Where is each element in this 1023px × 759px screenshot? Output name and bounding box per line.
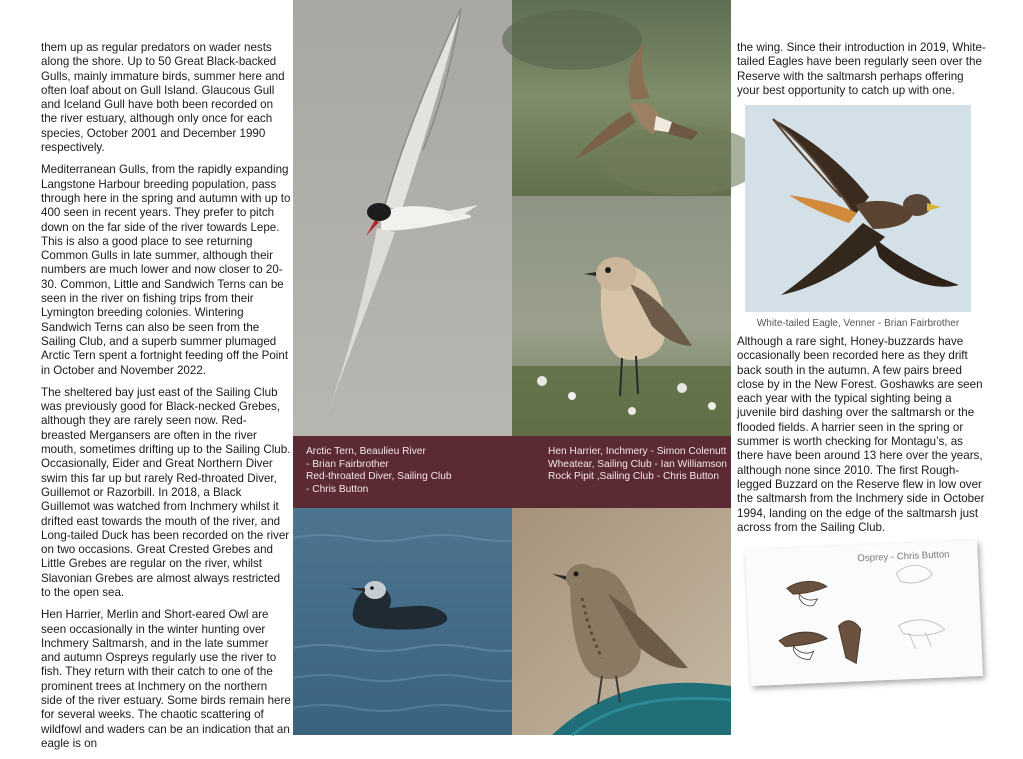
hen-harrier-photo bbox=[512, 0, 731, 196]
white-tailed-eagle-photo bbox=[745, 105, 971, 312]
rock-pipit-photo bbox=[512, 508, 731, 735]
osprey-sketch-card bbox=[745, 540, 983, 686]
caption-band bbox=[293, 436, 731, 508]
paragraph-gulls: them up as regular predators on wader nests along the shore. Up to 50 Great Black-backed Gulls, mainly immature birds, summer here and often loaf about on Gull Island. Glaucous Gull and Iceland Gull have both been recorded on the river estuary, although only once for each species, October 2001 and December 1990 respectively. bbox=[41, 41, 285, 155]
paragraph-honey-buzzards: Although a rare sight, Honey-buzzards have occasionally been recorded here as they drift back south in the autumn. A few pairs breed close by in the New Forest. Goshawks are seen each year with the typical sighting being a juvenile bird dashing over the saltmarsh or the flooded fields. A harrier seen in the spring or summer is worth checking for Montagu’s, as there have been around 13 here over the years, although none since 2010. The first Rough-legged Buzzard on the Reserve flew in low over the saltmarsh from the Inchmery side in October 1994, landing on the edge of the saltmarsh just across from the Sailing Club. bbox=[737, 335, 985, 534]
caption-line: Wheatear, Sailing Club - Ian Williamson bbox=[548, 458, 727, 470]
paragraph-grebes: The sheltered bay just east of the Sailing Club was previously good for Black-necked Grebes, although they are rarely seen now. Red-breasted Mergansers are often in the river mouth, sometimes drifting up to the Sailing Club. Occasionally, Eider and Great Northern Diver swim this far up but rarely Red-throated Diver, Guillemot or Razorbill. In 2018, a Black Guillemot was watched from Inchmery whilst it drifted east towards the mouth of the river, and Long-tailed Duck has been recorded on the river on two occasions. Great Crested Grebes and Little Grebes are regular on the river, whilst Slavonian Grebes are almost always restricted to the open sea. bbox=[41, 385, 291, 599]
paragraph-white-tailed-eagles: the wing. Since their introduction in 2019, White-tailed Eagles have been regularly seen over the Reserve with the saltmarsh perhaps offering your best opportunity to catch up with one. bbox=[737, 41, 986, 97]
caption-line: - Chris Button bbox=[306, 483, 369, 495]
paragraph-raptors: Hen Harrier, Merlin and Short-eared Owl are seen occasionally in the winter hunting over Inchmery Saltmarsh, and in the late summer and autumn Ospreys regularly use the river to fish. They return with their catch to one of the prominent trees at Inchmery on the northern side of the river estuary. Some birds remain here for several weeks. The chaotic scattering of wildfowl and waders can be an indication that an eagle is on bbox=[41, 608, 291, 750]
right-text-column-top bbox=[737, 41, 987, 106]
osprey-caption: Osprey - Chris Button bbox=[857, 549, 950, 565]
left-text-column bbox=[41, 41, 291, 759]
red-throated-diver-photo bbox=[293, 508, 512, 735]
caption-line: Arctic Tern, Beaulieu River bbox=[306, 446, 426, 457]
caption-line: Hen Harrier, Inchmery - Simon Colenutt bbox=[548, 446, 727, 457]
caption-line: Rock Pipit ,Sailing Club - Chris Button bbox=[548, 471, 719, 483]
right-text-column-bottom bbox=[737, 335, 987, 543]
caption-line: - Brian Fairbrother bbox=[306, 458, 389, 470]
caption-line: Red-throated Diver, Sailing Club bbox=[306, 471, 452, 483]
caption-tern-diver bbox=[306, 446, 506, 496]
paragraph-mediterranean-gulls: Mediterranean Gulls, from the rapidly expanding Langstone Harbour breeding population, pass through here in the spring and autumn with up to 400 seen in recent years. They prefer to pitch down on the far side of the river towards Lepe. This is also a good place to see returning Common Gulls in late summer, although their numbers are much lower and now closer to 20-30. Common, Little and Sandwich Terns can be seen in the river on fishing trips from their Lymington breeding colonies. Wintering Sandwich Terns can also be seen from the Sailing Club, and a superb summer plumaged Arctic Tern spent a fortnight feeding off the Point in October and November 2022. bbox=[41, 163, 291, 377]
caption-harrier-wheatear-pipit bbox=[548, 446, 728, 484]
arctic-tern-photo bbox=[293, 0, 512, 436]
wheatear-photo bbox=[512, 196, 731, 436]
eagle-caption: White-tailed Eagle, Venner - Brian Fairbrother bbox=[756, 318, 960, 329]
